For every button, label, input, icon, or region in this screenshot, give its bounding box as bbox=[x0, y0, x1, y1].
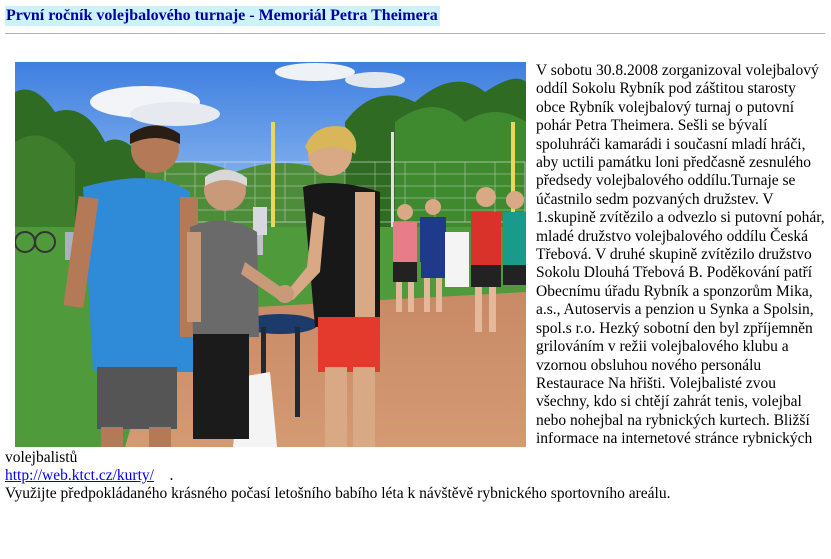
article-body: V sobotu 30.8.2008 zorganizoval volejbalový oddíl Sokolu Rybník pod záštitou starosty obce Rybník volejbalový turnaj o putovní pohár Petra Theimera. Sešli se bývalí spoluhráči kamarádi i současní mladí hráči, aby uctili památku loni předčasně zesnulého předsedy volejbalového oddílu.Turnaje se účastnilo sedm pozvaných družstev. V 1.skupině zvítězilo a odvezlo si putovní pohár, mladé družstvo volejbalového oddílu Česká Třebová. V druhé skupině zvítězilo družstvo Sokolu Dlouhá Třebová B. Poděkování patří Obecnímu úřadu Rybník a sponzorům Mika, a.s., Autoservis a penzion u Synka a Spolsin, spol.s r.o. Hezký sobotní den byl zpříjemněn grilováním v režii volejbalového klubu a vzornou obsluhou nového personálu Restaurace Na hřišti. Volejbalisté zvou všechny, kdo si chtějí zahrát tenis, volejbal nebo nohejbal na rybnických kurtech. Bližší informace na internetové stránce rybnických volejbalistů bbox=[5, 62, 825, 466]
kurty-link[interactable]: http://web.ktct.cz/kurty/ bbox=[5, 466, 154, 484]
award-ceremony-photo bbox=[15, 62, 526, 447]
page-title: První ročník volejbalového turnaje - Memoriál Petra Theimera bbox=[6, 7, 438, 24]
link-trailing-text: . bbox=[153, 466, 174, 484]
closing-sentence: Využijte předpokládaného krásného počasí letošního babího léta k návštěvě rybnického sportovního areálu. bbox=[5, 485, 671, 503]
article bbox=[5, 62, 827, 504]
title-divider bbox=[5, 33, 825, 34]
